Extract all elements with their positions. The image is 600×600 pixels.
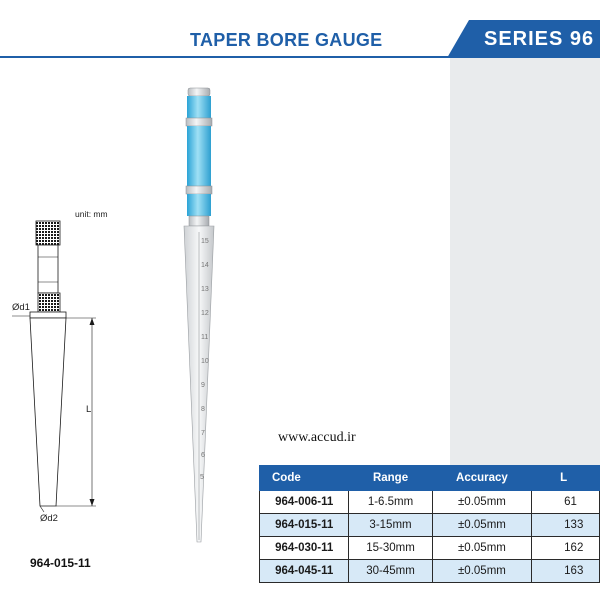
website-url[interactable]: www.accud.ir — [278, 430, 356, 445]
scale-label: 9 — [201, 382, 205, 389]
cell-l: 133 — [532, 514, 600, 537]
scale-label: 10 — [201, 358, 209, 365]
cell-range: 3-15mm — [349, 514, 432, 537]
cell-code: 964-045-11 — [260, 560, 349, 583]
scale-label: 6 — [201, 452, 205, 459]
cell-accuracy: ±0.05mm — [432, 491, 531, 514]
unit-label: unit: mm — [75, 209, 108, 219]
cell-accuracy: ±0.05mm — [432, 560, 531, 583]
d2-label: Ød2 — [40, 513, 58, 524]
cell-range: 15-30mm — [349, 537, 432, 560]
length-label: L — [86, 404, 92, 415]
table-row — [260, 560, 600, 583]
page-title: TAPER BORE GAUGE — [190, 30, 383, 50]
column-header-accuracy: Accuracy — [432, 466, 531, 491]
table-header-row — [260, 466, 600, 491]
scale-label: 14 — [201, 262, 209, 269]
scale-label: 13 — [201, 286, 209, 293]
cell-accuracy: ±0.05mm — [432, 537, 531, 560]
scale-label: 7 — [201, 430, 205, 437]
scale-label: 12 — [201, 310, 209, 317]
cell-code: 964-006-11 — [260, 491, 349, 514]
scale-label: 5 — [200, 474, 204, 481]
cell-range: 1-6.5mm — [349, 491, 432, 514]
d1-label: Ød1 — [12, 302, 30, 313]
column-header-l: L — [532, 466, 600, 491]
cell-range: 30-45mm — [349, 560, 432, 583]
column-header-code: Code — [260, 466, 349, 491]
scale-label: 11 — [201, 334, 209, 341]
column-header-range: Range — [349, 466, 432, 491]
table-row — [260, 491, 600, 514]
cell-accuracy: ±0.05mm — [432, 514, 531, 537]
technical-drawing — [0, 210, 120, 530]
series-label: SERIES 96 — [484, 28, 595, 50]
cell-l: 61 — [532, 491, 600, 514]
cell-l: 163 — [532, 560, 600, 583]
table-row — [260, 537, 600, 560]
scale-label: 8 — [201, 406, 205, 413]
features-panel — [450, 58, 600, 470]
table-row — [260, 514, 600, 537]
cell-code: 964-015-11 — [260, 514, 349, 537]
model-number: 964-015-11 — [30, 556, 91, 570]
scale-label: 15 — [201, 238, 209, 245]
spec-table — [259, 465, 600, 583]
cell-l: 162 — [532, 537, 600, 560]
cell-code: 964-030-11 — [260, 537, 349, 560]
